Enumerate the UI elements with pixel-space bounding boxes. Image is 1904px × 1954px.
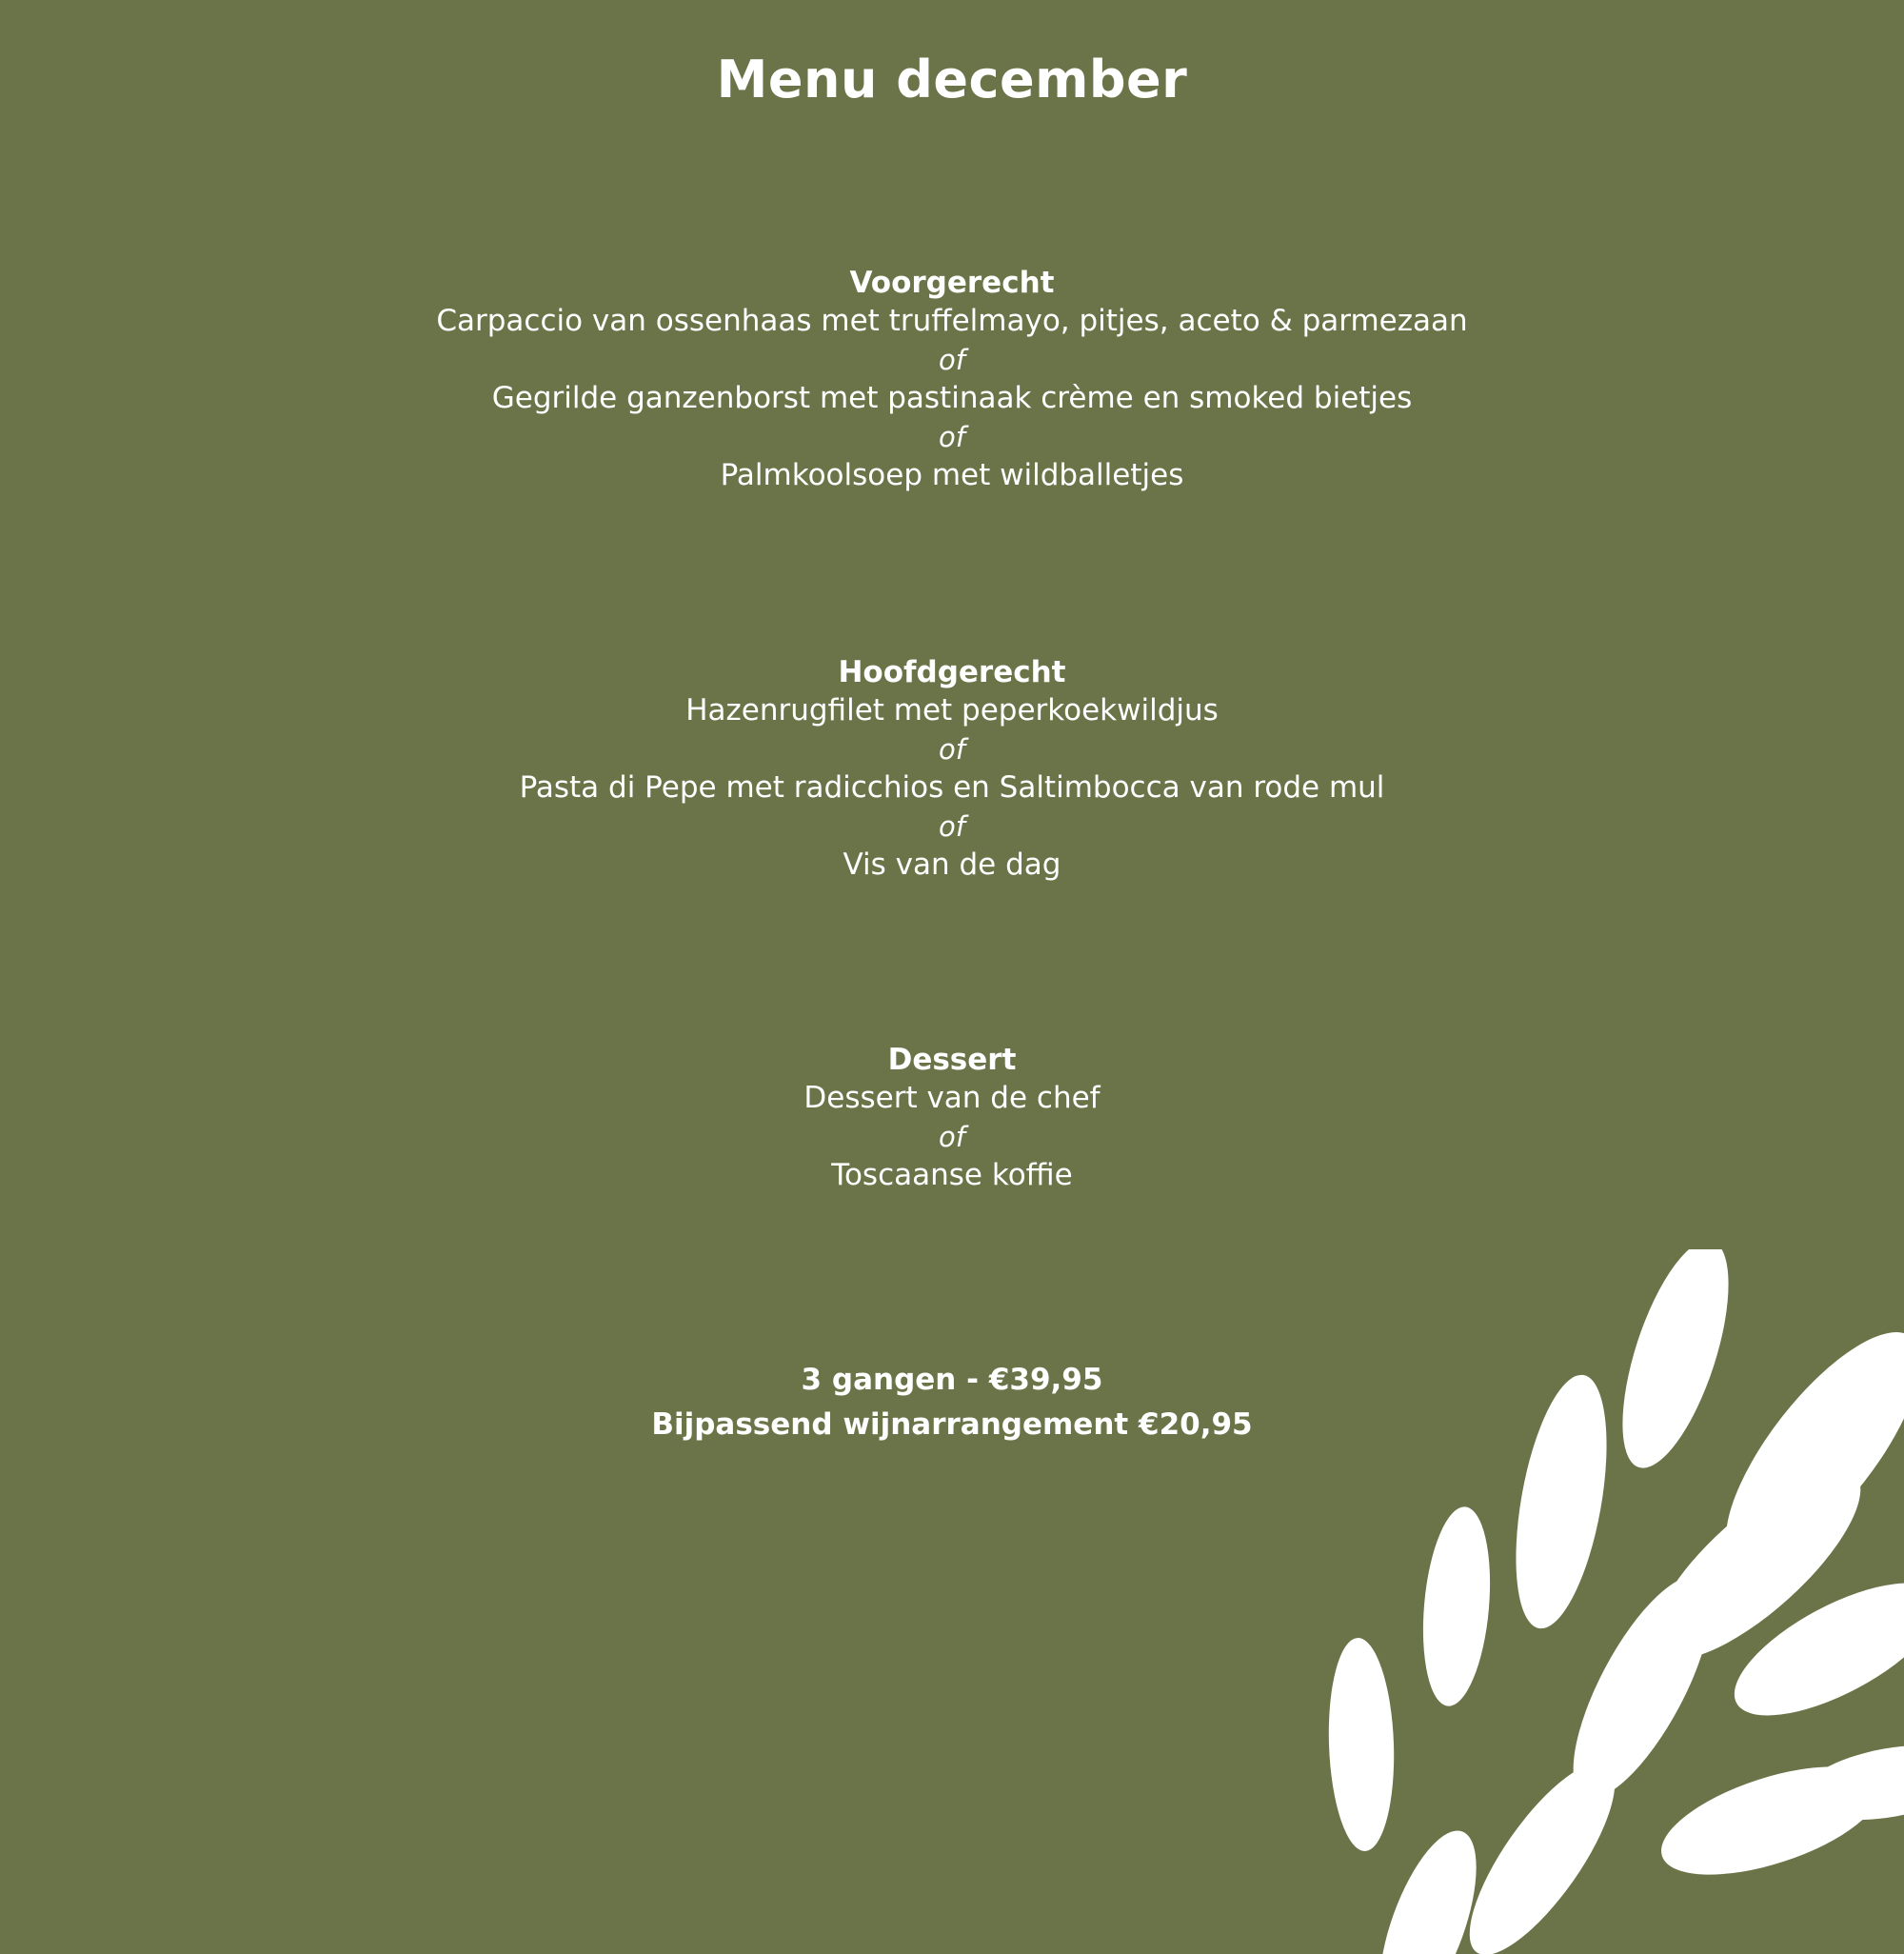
course-heading: Hoofdgerecht bbox=[838, 654, 1066, 689]
dish-item: Toscaanse koffie bbox=[831, 1158, 1073, 1193]
dish-item: Vis van de dag bbox=[843, 847, 1061, 883]
price-section bbox=[0, 1358, 1904, 1446]
dish-separator: of bbox=[939, 420, 965, 453]
dish-separator: of bbox=[939, 343, 965, 376]
dish-item: Gegrilde ganzenborst met pastinaak crème en smoked bietjes bbox=[491, 381, 1413, 416]
dish-item: Hazenrugfilet met peperkoekwildjus bbox=[685, 693, 1219, 728]
wheat-leaves-icon bbox=[1047, 1249, 1904, 1954]
dish-separator: of bbox=[939, 810, 965, 844]
dish-separator: of bbox=[939, 1121, 965, 1154]
course-section-dessert bbox=[0, 1041, 1904, 1196]
price-line-courses: 3 gangen - €39,95 bbox=[801, 1363, 1103, 1398]
dish-separator: of bbox=[939, 733, 965, 767]
dish-item: Pasta di Pepe met radicchios en Saltimbocca van rode mul bbox=[519, 770, 1385, 806]
menu-page bbox=[0, 50, 1904, 1954]
course-section-voorgerecht bbox=[0, 264, 1904, 496]
course-heading: Voorgerecht bbox=[849, 265, 1055, 300]
course-heading: Dessert bbox=[887, 1043, 1017, 1078]
dish-item: Palmkoolsoep met wildballetjes bbox=[720, 458, 1184, 493]
page-title: Menu december bbox=[716, 50, 1188, 110]
dish-item: Carpaccio van ossenhaas met truffelmayo, pitjes, aceto & parmezaan bbox=[436, 304, 1468, 339]
course-section-hoofdgerecht bbox=[0, 653, 1904, 886]
price-line-wine: Bijpassend wijnarrangement €20,95 bbox=[651, 1406, 1253, 1442]
dish-item: Dessert van de chef bbox=[803, 1081, 1101, 1116]
